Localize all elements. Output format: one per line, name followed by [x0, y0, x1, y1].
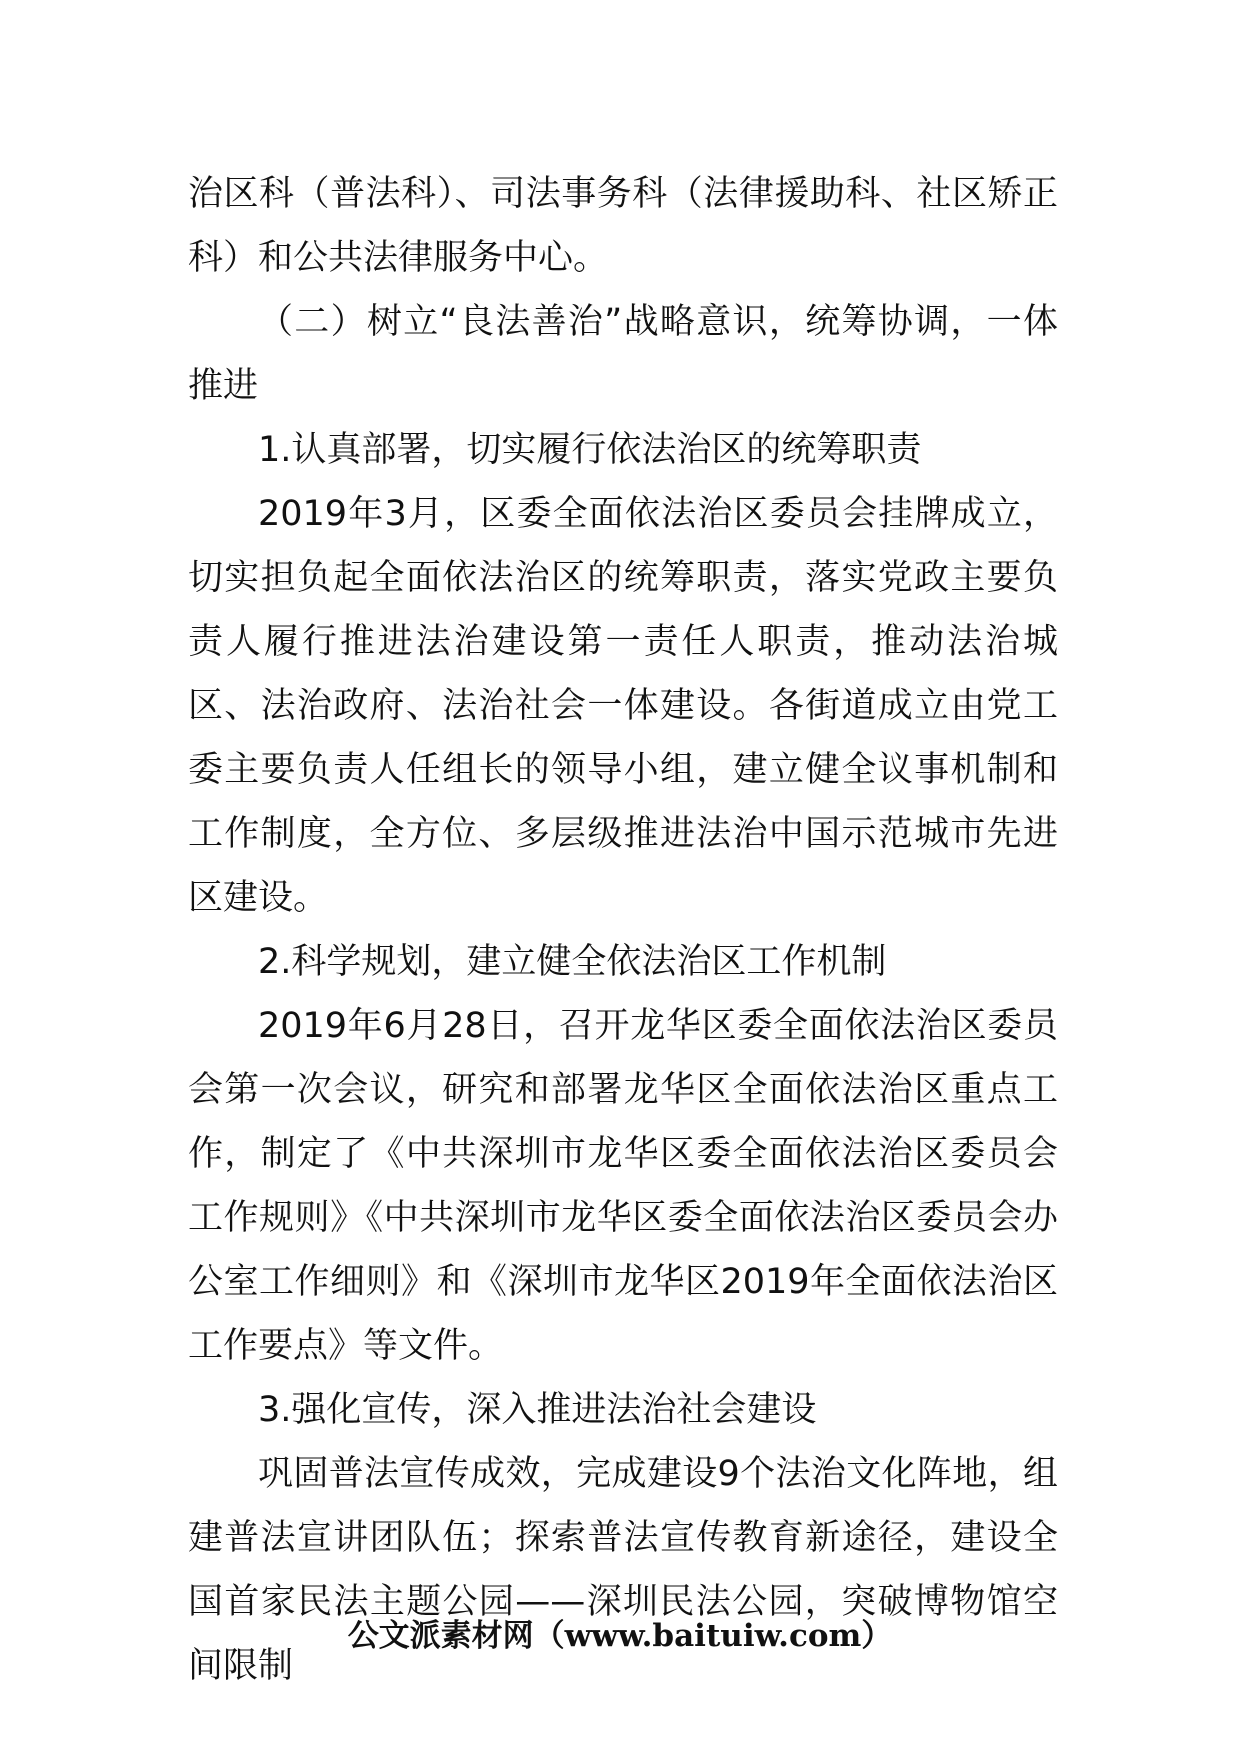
footer-watermark: 公文派素材网（www.baituiw.com）	[347, 1618, 893, 1654]
subheading-3: 3.强化宣传，深入推进法治社会建设	[258, 1390, 817, 1430]
document-body	[188, 162, 1058, 1698]
paragraph-2: 2019年6月28日，召开龙华区委全面依法治区委员会第一次会议，研究和部署龙华区全面依法治区重点工作，制定了《中共深圳市龙华区委全面依法治区委员会工作规则》《中共深圳市龙华区委全面依法治区委员会办公室工作细则》和《深圳市龙华区2019年全面依法治区工作要点》等文件。	[188, 1006, 1058, 1366]
paragraph-1: 2019年3月，区委全面依法治区委员会挂牌成立，切实担负起全面依法治区的统筹职责，落实党政主要负责人履行推进法治建设第一责任人职责，推动法治城区、法治政府、法治社会一体建设。各街道成立由党工委主要负责人任组长的领导小组，建立健全议事机制和工作制度，全方位、多层级推进法治中国示范城市先进区建设。	[188, 494, 1058, 918]
subheading-1: 1.认真部署，切实履行依法治区的统筹职责	[258, 430, 922, 470]
subheading-2: 2.科学规划，建立健全依法治区工作机制	[258, 942, 887, 982]
paragraph-3: 巩固普法宣传成效，完成建设9个法治文化阵地，组建普法宣讲团队伍；探索普法宣传教育新途径，建设全国首家民法主题公园——深圳民法公园，突破博物馆空间限制	[188, 1454, 1058, 1686]
section-heading: （二）树立“良法善治”战略意识，统筹协调，一体推进	[188, 302, 1058, 406]
paragraph-continuation: 治区科（普法科）、司法事务科（法律援助科、社区矫正科）和公共法律服务中心。	[188, 174, 1058, 278]
